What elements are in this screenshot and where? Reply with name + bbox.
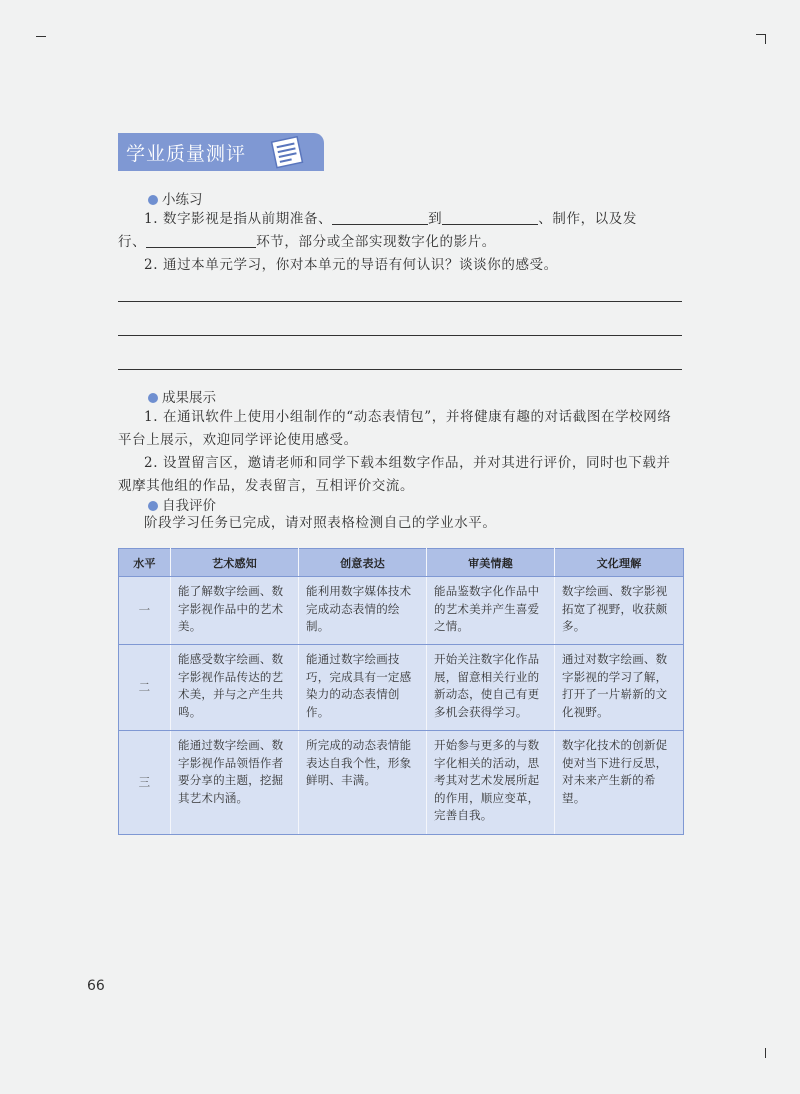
table-cell: 能品鉴数字化作品中的艺术美并产生喜爱之情。 xyxy=(427,577,555,645)
section-title: 学业质量测评 xyxy=(126,143,247,165)
self-eval-heading: 自我评价 xyxy=(148,494,216,514)
bullet-icon xyxy=(148,393,158,403)
bullet-icon xyxy=(148,195,158,205)
table-cell: 能了解数字绘画、数字影视作品中的艺术美。 xyxy=(171,577,299,645)
table-header-row xyxy=(119,549,684,577)
blank-field[interactable] xyxy=(146,233,256,248)
table-cell: 数字化技术的创新促使对当下进行反思，对未来产生新的希望。 xyxy=(555,731,684,835)
crop-mark-top-right-v xyxy=(765,34,766,44)
showcase-item-2: 2. 设置留言区，邀请老师和同学下载本组数字作品，并对其进行评价，同时也下载并观摩其他组的作品，发表留言，互相评价交流。 xyxy=(118,455,671,494)
header-cultural-understanding: 文化理解 xyxy=(555,549,684,577)
header-art-perception: 艺术感知 xyxy=(171,549,299,577)
crop-mark-top-left xyxy=(36,36,46,37)
evaluation-table xyxy=(118,548,684,835)
table-cell: 能利用数字媒体技术完成动态表情的绘制。 xyxy=(299,577,427,645)
table-cell: 通过对数字绘画、数字影视的学习了解，打开了一片崭新的文化视野。 xyxy=(555,645,684,731)
header-aesthetic-taste: 审美情趣 xyxy=(427,549,555,577)
answer-line[interactable] xyxy=(118,301,682,302)
table-cell: 数字绘画、数字影视拓宽了视野，收获颇多。 xyxy=(555,577,684,645)
table-row xyxy=(119,577,684,645)
blank-field[interactable] xyxy=(442,210,538,225)
table-row xyxy=(119,731,684,835)
self-eval-intro: 阶段学习任务已完成，请对照表格检测自己的学业水平。 xyxy=(144,515,497,531)
table-cell: 能通过数字绘画技巧，完成具有一定感染力的动态表情创作。 xyxy=(299,645,427,731)
showcase-heading: 成果展示 xyxy=(148,386,216,406)
table-cell: 能通过数字绘画、数字影视作品领悟作者要分享的主题，挖掘其艺术内涵。 xyxy=(171,731,299,835)
showcase-item-1: 1. 在通讯软件上使用小组制作的“动态表情包”，并将健康有趣的对话截图在学校网络平台上展示，欢迎同学评论使用感受。 xyxy=(118,409,672,448)
header-level: 水平 xyxy=(119,549,171,577)
answer-line[interactable] xyxy=(118,335,682,336)
practice-question-2: 2. 通过本单元学习，你对本单元的导语有何认识？谈谈你的感受。 xyxy=(144,257,558,273)
practice-heading: 小练习 xyxy=(148,188,203,208)
practice-question-1: 1. 数字影视是指从前期准备、 到 、制作，以及发 行、 环节，部分或全部实现数字化的影片。 xyxy=(118,211,637,250)
table-cell: 开始参与更多的与数字化相关的活动，思考其对艺术发展所起的作用，顺应变革，完善自我。 xyxy=(427,731,555,835)
header-creative-expression: 创意表达 xyxy=(299,549,427,577)
bullet-icon xyxy=(148,501,158,511)
page-number: 66 xyxy=(87,978,105,994)
level-cell: 一 xyxy=(119,577,171,645)
crop-mark-bottom-right xyxy=(765,1048,766,1058)
answer-line[interactable] xyxy=(118,369,682,370)
table-row xyxy=(119,645,684,731)
section-banner xyxy=(118,133,324,171)
level-cell: 三 xyxy=(119,731,171,835)
table-cell: 所完成的动态表情能表达自我个性，形象鲜明、丰满。 xyxy=(299,731,427,835)
table-cell: 能感受数字绘画、数字影视作品传达的艺术美，并与之产生共鸣。 xyxy=(171,645,299,731)
table-cell: 开始关注数字化作品展，留意相关行业的新动态，使自己有更多机会获得学习。 xyxy=(427,645,555,731)
level-cell: 二 xyxy=(119,645,171,731)
document-icon xyxy=(268,135,308,169)
blank-field[interactable] xyxy=(332,210,428,225)
